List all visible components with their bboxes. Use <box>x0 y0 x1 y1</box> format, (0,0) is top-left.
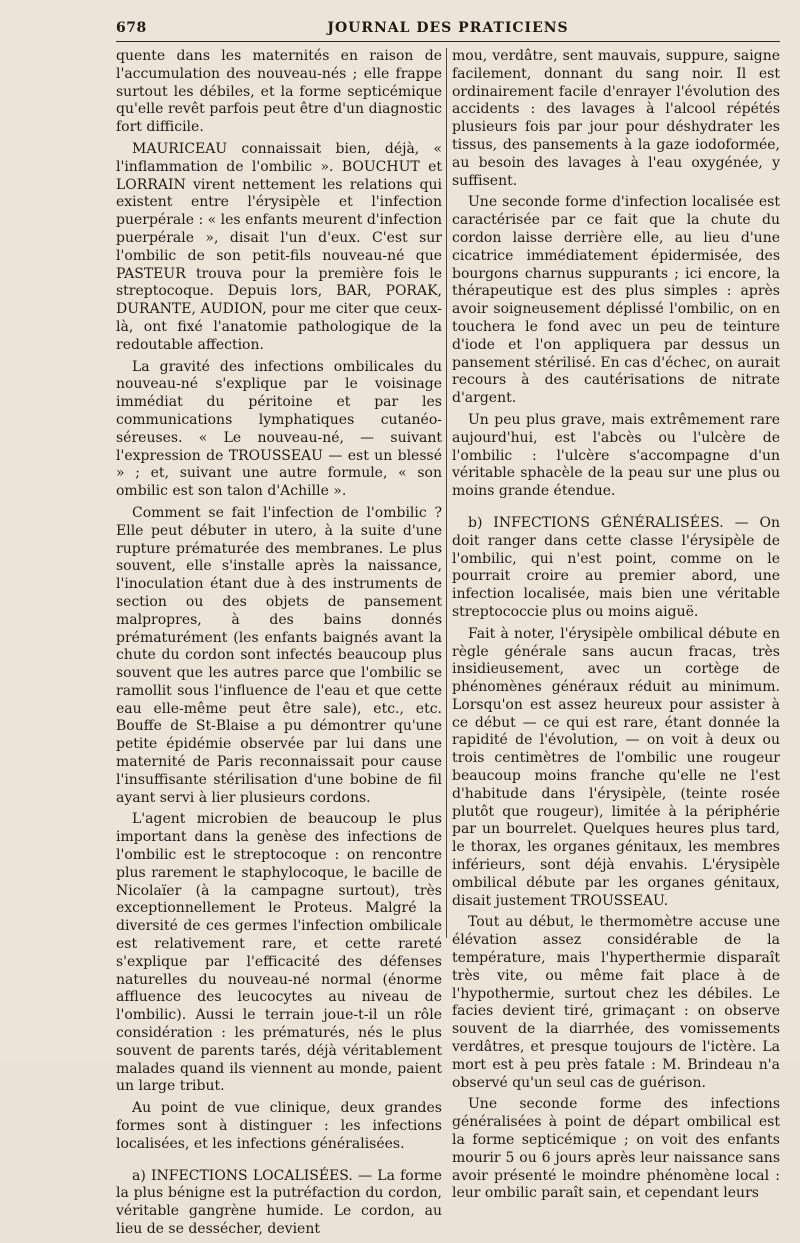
paragraph: Une seconde forme d'infection localisée est caractérisée par ce fait que la chute du cordon laisse derrière elle, au lieu d'une cicatrice immédiatement épidermisée, des bourgons charnus suppurants ; ici encore, la thérapeutique est des plus simples : après avoir soigneusement déplissé l'ombilic, on en touchera le fond avec un peu de teinture d'iode et l'on appliquera par dessus un pansement stérilisé. En cas d'échec, on aurait recours à des cautérisations de nitrate d'argent. <box>452 194 780 407</box>
page-number: 678 <box>116 20 147 36</box>
section-heading-paragraph: a) INFECTIONS LOCALISÉES. — La forme la plus bénigne est la putréfaction du cordon, véritable gangrène humide. Le cordon, au lieu de se dessécher, devient <box>116 1167 442 1237</box>
column-divider <box>446 48 447 938</box>
left-column <box>116 48 442 1243</box>
paragraph: La gravité des infections ombilicales du nouveau-né s'explique par le voisinage immédiat du péritoine et par les communications lymphatiques cutanéo-séreuses. « Le nouveau-né, — suivant l'expression de TROUSSEAU — est un blessé » ; et, suivant une autre formule, « son ombilic est son talon d'Achille ». <box>116 358 442 500</box>
paragraph: Comment se fait l'infection de l'ombilic ? Elle peut débuter in utero, à la suite d'une rupture prématurée des membranes. Le plus souvent, elle s'installe après la naissance, l'inoculation étant due à des instruments de section ou des objets de pansement malpropres, à des bains donnés prématurément (les enfants baignés avant la chute du cordon sont infectés beaucoup plus souvent que les autres parce que l'ombilic se ramollit sous l'influence de l'eau et que cette eau elle-même peut être sale), etc., etc. Bouffe de St-Blaise a pu démontrer qu'une petite épidémie observée par lui dans une maternité de Paris reconnaissait pour cause l'insuffisante stérilisation d'une bobine de fil ayant servi à lier plusieurs cordons. <box>116 504 442 806</box>
paragraph: Une seconde forme des infections généralisées à point de départ ombilical est la forme septicémique ; on voit des enfants mourir 5 ou 6 jours après leur naissance sans avoir présenté le moindre phénomène local : leur ombilic paraît sain, et cependant leurs <box>452 1096 780 1202</box>
paragraph: Au point de vue clinique, deux grandes formes sont à distinguer : les infections localisées, et les infections généralisées. <box>116 1100 442 1152</box>
paragraph: L'agent microbien de beaucoup le plus important dans la genèse des infections de l'ombilic est le streptocoque : on rencontre plus rarement le staphylocoque, le bacille de Nicolaïer (à la campagne surtout), très exceptionnellement le Proteus. Malgré la diversité de ces germes l'infection ombilicale est relativement rare, et cette rareté s'explique par l'efficacité des défenses naturelles du nouveau-né normal (énorme affluence des leucocytes au niveau de l'ombilic). Aussi le terrain joue-t-il un rôle considération : les prématurés, nés le plus souvent de parents tarés, déjà véritablement malades quand ils viennent au monde, paient un large tribut. <box>116 811 442 1095</box>
header-rule <box>116 41 780 42</box>
paragraph: Un peu plus grave, mais extrêmement rare aujourd'hui, est l'abcès ou l'ulcère de l'ombilic : l'ulcère s'accompagne d'un véritable sphacèle de la peau sur une plus ou moins grande étendue. <box>452 411 780 500</box>
paragraph: MAURICEAU connaissait bien, déjà, « l'inflammation de l'ombilic ». BOUCHUT et LORRAIN virent nettement les relations qui existent entre l'érysipèle et l'infection puerpérale : « les enfants meurent d'infection puerpérale », disait l'un d'eux. C'est sur l'ombilic de son petit-fils nouveau-né que PASTEUR trouva pour la première fois le streptocoque. Depuis lors, BAR, PORAK, DURANTE, AUDION, pour me citer que ceux-là, ont fixé l'anatomie pathologique de la redoutable affection. <box>116 140 442 353</box>
journal-title: JOURNAL DES PRATICIENS <box>327 20 569 36</box>
paragraph: quente dans les maternités en raison de l'accumulation des nouveau-nés ; elle frappe surtout les débiles, et la forme septicémique qu'elle revêt parfois peut être d'un diagnostic fort difficile. <box>116 48 442 136</box>
paragraph: mou, verdâtre, sent mauvais, suppure, saigne facilement, donnant du sang noir. Il est ordinairement facile d'enrayer l'évolution des accidents : des lavages à l'alcool répétés plusieurs fois par jour pour déshydrater les tissus, des pansements à la gaze iodoformée, au besoin des lavages à l'eau oxygénée, y suffisent. <box>452 48 780 189</box>
section-heading-paragraph: b) INFECTIONS GÉNÉRALISÉES. — On doit ranger dans cette classe l'érysipèle de l'ombilic, qui n'est point, comme on le pourrait croire au premier abord, une infection localisée, mais bien une véritable streptococcie plus ou moins aiguë. <box>452 514 780 620</box>
paragraph: Tout au début, le thermomètre accuse une élévation assez considérable de la température, mais l'hyperthermie disparaît très vite, ou même fait place à de l'hypothermie, surtout chez les débiles. Le facies devient tiré, grimaçant : on observe souvent de la diarrhée, des vomissements verdâtres, et presque toujours de l'ictère. La mort est à peu près fatale : M. Brindeau n'a observé qu'un seul cas de guérison. <box>452 914 780 1091</box>
right-column <box>452 48 780 1207</box>
paragraph: Fait à noter, l'érysipèle ombilical débute en règle générale sans aucun fracas, très insidieusement, avec un cortège de phénomènes généraux réduit au minimum. Lorsqu'on est assez heureux pour assister à ce début — ce qui est rare, étant donnée la rapidité de l'évolution, — on voit à deux ou trois centimètres de l'ombilic une rougeur beaucoup moins franche qu'elle ne l'est d'habitude dans l'érysipèle, (teinte rosée plutôt que rougeur), limitée à la périphérie par un bourrelet. Quelques heures plus tard, le thorax, les organes génitaux, les membres inférieurs, sont déjà envahis. L'érysipèle ombilical débute par les organes génitaux, disait justement TROUSSEAU. <box>452 625 780 909</box>
